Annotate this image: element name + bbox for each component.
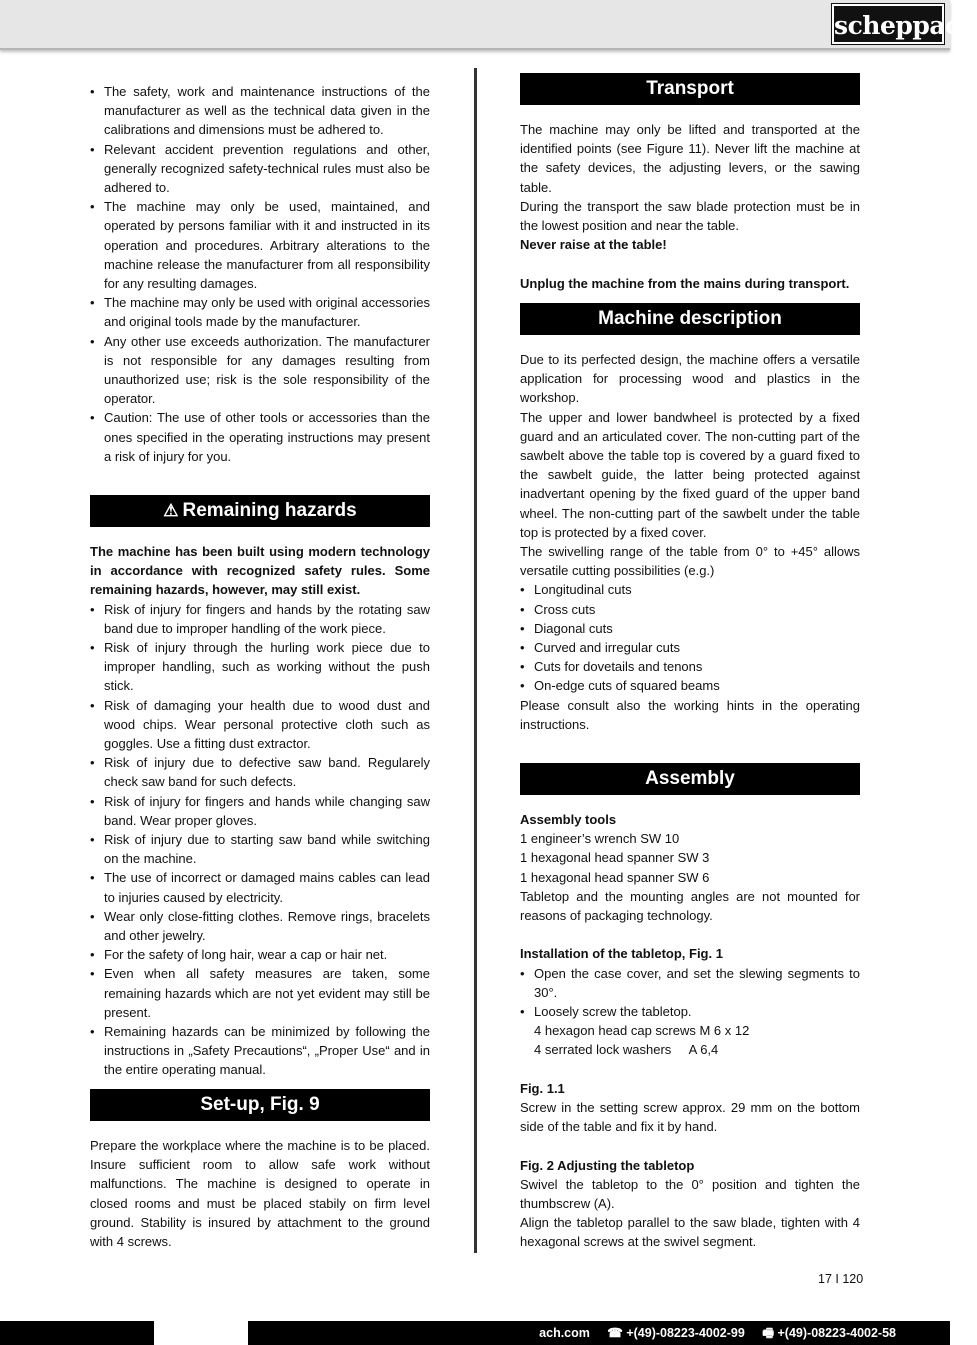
fig-2-heading: Fig. 2 Adjusting the tabletop: [520, 1157, 695, 1173]
description-paragraph: The upper and lower bandwheel is protected by a fixed guard and an articulated cover. The non-cutting part of the sawbelt above the table top is covered by a guard fixed to the sawbelt guide, the latter being protected against inadvertant opening by the fixed guard of the upper band wheel. The non-cutting part of the sawbelt under the table top is protected by a fixed cover.: [520, 409, 860, 540]
intro-bullet: • The machine may only be used with original accessories and original tools made by the manufacturer.: [90, 293, 430, 331]
description-paragraph: Please consult also the working hints in the operating instructions.: [520, 697, 860, 732]
install-part: 4 serrated lock washers A 6,4: [534, 1042, 719, 1058]
remaining-hazards-title: Remaining hazards: [182, 500, 357, 521]
transport-paragraph: During the transport the saw blade protection must be in the lowest position and near the table.: [520, 198, 860, 234]
hazard-bullet: • Even when all safety measures are taken, some remaining hazards which are not yet evident may still be present.: [90, 964, 430, 1022]
description-paragraph: The swivelling range of the table from 0° to +45° allows versatile cutting possibilities (e.g.): [520, 544, 860, 579]
intro-bullet: • Any other use exceeds authorization. The manufacturer is not responsible for any damages resulting from unauthorized use; risk is the sole responsibility of the operator.: [90, 332, 430, 409]
fig-2-text: Swivel the tabletop to the 0° position and tighten the thumbscrew (A).: [520, 1176, 860, 1212]
assembly-tools-heading: Assembly tools: [520, 812, 617, 827]
transport-warning: Never raise at the table!: [520, 237, 667, 253]
cut-type-item: • On-edge cuts of squared beams: [520, 676, 860, 695]
setup-heading: Set-up, Fig. 9: [90, 1089, 430, 1121]
transport-unplug-warning: Unplug the machine from the mains during transport.: [520, 275, 850, 291]
footer-contact: [539, 1321, 896, 1345]
hazard-bullet: • Risk of injury for fingers and hands by the rotating saw band due to improper handling of the work piece.: [90, 600, 430, 638]
cut-type-item: • Cuts for dovetails and tenons: [520, 657, 860, 676]
cut-type-item: • Diagonal cuts: [520, 619, 860, 638]
intro-bullet: • Relevant accident prevention regulations and other, generally recognized safety-technical rules must also be adhered to.: [90, 140, 430, 198]
fig-1-1-text: Screw in the setting screw approx. 29 mm on the bottom side of the table and fix it by hand.: [520, 1100, 860, 1135]
install-step: • Loosely screw the tabletop.: [520, 1002, 860, 1021]
install-step: • Open the case cover, and set the slewing segments to 30°.: [520, 964, 860, 1002]
hazard-bullet: • The use of incorrect or damaged mains cables can lead to injuries caused by electricity.: [90, 868, 430, 906]
hazard-bullet: • For the safety of long hair, wear a cap or hair net.: [90, 945, 430, 964]
column-divider: [474, 68, 477, 1253]
transport-section: [520, 120, 860, 293]
cut-type-item: • Longitudinal cuts: [520, 580, 860, 599]
footer-phone: +(49)-08223-4002-99: [626, 1326, 745, 1340]
footer-fax: +(49)-08223-4002-58: [777, 1326, 896, 1340]
warning-triangle-icon: ⚠: [163, 501, 179, 520]
fig-1-1-heading: Fig. 1.1: [520, 1080, 565, 1096]
fax-icon: 🖷: [762, 1326, 775, 1340]
scheppach-logo: scheppach: [832, 4, 944, 44]
assembly-tool-item: 1 hexagonal head spanner SW 6: [520, 869, 710, 885]
phone-icon: ☎: [607, 1326, 623, 1340]
assembly-tool-item: 1 engineer’s wrench SW 10: [520, 831, 680, 847]
assembly-heading: Assembly: [520, 763, 860, 795]
cut-type-item: • Cross cuts: [520, 600, 860, 619]
assembly-tool-item: 1 hexagonal head spanner SW 3: [520, 850, 710, 866]
install-part: 4 hexagon head cap screws M 6 x 12: [534, 1023, 750, 1039]
hazard-bullet: • Risk of injury through the hurling work piece due to improper handling, such as working without the push stick.: [90, 638, 430, 696]
hazards-intro: The machine has been built using modern technology in accordance with recognized safety rules. Some remaining hazards, however, may still exist.: [90, 544, 430, 598]
hazard-bullet: • Wear only close-fitting clothes. Remove rings, bracelets and other jewelry.: [90, 907, 430, 945]
remaining-hazards-heading: [90, 495, 430, 527]
intro-bullet: • Caution: The use of other tools or accessories than the ones specified in the operating instructions may present a risk of injury for you.: [90, 408, 430, 466]
hazard-bullet: • Remaining hazards can be minimized by following the instructions in „Safety Precautions“, „Proper Use“ and in the entire operating manual.: [90, 1022, 430, 1080]
fig-2-text: Align the tabletop parallel to the saw blade, tighten with 4 hexagonal screws at the swivel segment.: [520, 1215, 860, 1250]
hazard-bullet: • Risk of injury for fingers and hands while changing saw band. Wear proper gloves.: [90, 792, 430, 830]
footer-website: ach.com: [539, 1326, 590, 1340]
assembly-section: [520, 810, 860, 1252]
intro-bullet: • The safety, work and maintenance instructions of the manufacturer as well as the technical data given in the calibrations and dimensions must be adhered to.: [90, 82, 430, 140]
cut-type-item: • Curved and irregular cuts: [520, 638, 860, 657]
machine-description-section: [520, 350, 860, 734]
intro-bullet-list: [90, 82, 430, 466]
hazard-bullet: • Risk of injury due to starting saw band while switching on the machine.: [90, 830, 430, 868]
transport-heading: Transport: [520, 73, 860, 105]
machine-description-heading: Machine description: [520, 303, 860, 335]
hazard-bullet: • Risk of injury due to defective saw band. Regularely check saw band for such defects.: [90, 753, 430, 791]
description-paragraph: Due to its perfected design, the machine offers a versatile application for processing wood and plastics in the workshop.: [520, 352, 860, 406]
page-number: 17 I 120: [818, 1272, 864, 1286]
install-tabletop-heading: Installation of the tabletop, Fig. 1: [520, 946, 723, 962]
header-bar: [0, 0, 977, 50]
intro-bullet: • The machine may only be used, maintained, and operated by persons familiar with it and instructed in its operation and procedures. Arbitrary alterations to the machine release the manufacturer from all responsibility for any resulting damages.: [90, 197, 430, 293]
transport-paragraph: The machine may only be lifted and transported at the identified points (see Figure 11). Never lift the machine at the safety devices, the adjusting levers, or the sawing table.: [520, 122, 860, 195]
hazard-bullet: • Risk of damaging your health due to wood dust and wood chips. Wear personal protective cloth such as goggles. Use a fitting dust extractor.: [90, 696, 430, 754]
remaining-hazards-section: [90, 542, 430, 1080]
setup-text: [90, 1136, 430, 1251]
setup-paragraph: Prepare the workplace where the machine is to be placed. Insure sufficient room to allow safe work without malfunctions. The machine is designed to operate in closed rooms and must be placed stabily on firm level ground. Stability is insured by attachment to the ground with 4 screws.: [90, 1138, 430, 1250]
assembly-tools-note: Tabletop and the mounting angles are not mounted for reasons of packaging technology.: [520, 888, 860, 924]
footer-gap: [154, 1321, 248, 1345]
